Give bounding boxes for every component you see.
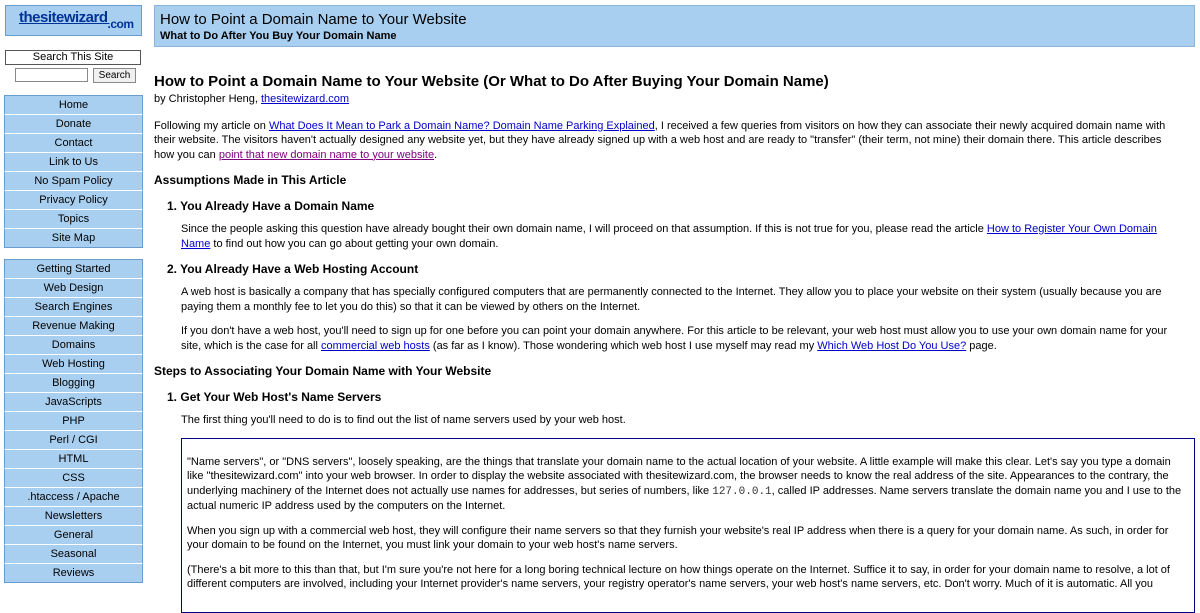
nav-item-blogging[interactable]: Blogging bbox=[4, 374, 143, 393]
assumption-2-text-3: page. bbox=[966, 339, 997, 352]
nav-item-web-hosting[interactable]: Web Hosting bbox=[4, 355, 143, 374]
nav-item-newsletters[interactable]: Newsletters bbox=[4, 507, 143, 526]
header-subtitle: What to Do After You Buy Your Domain Name bbox=[160, 30, 397, 42]
parking-article-link[interactable]: What Does It Mean to Park a Domain Name? Domain Name Parking Explained bbox=[268, 119, 655, 132]
nav-item-general[interactable]: General bbox=[4, 526, 143, 545]
assumption-2-paragraph-2 bbox=[181, 324, 1184, 353]
box-paragraph-3: (There's a bit more to this than that, but I'm sure you're not here for a long boring technical lecture on how things operate on the Internet. Suffice it to say, in order for your domain name to resolve, a lot of different computers are involved, including your Internet provider's name servers, your registry operator's name servers, your web host's name servers, etc. Don't worry. Much of it is automatic. All you bbox=[187, 563, 1170, 590]
assumption-2-paragraph-1: A web host is basically a company that has specially configured computers that are permanently connected to the Internet. They allow you to place your website on their system (usually because you are paying them a monthly fee to let you do this) so that it can be viewed by others on the Internet. bbox=[181, 286, 1162, 313]
nav-item-topics[interactable]: Topics bbox=[4, 210, 143, 229]
which-web-host-link[interactable]: Which Web Host Do You Use? bbox=[817, 339, 967, 352]
nav-item-link-to-us[interactable]: Link to Us bbox=[4, 153, 143, 172]
step-1-title: Get Your Web Host's Name Servers bbox=[180, 390, 382, 404]
assumption-2-body bbox=[181, 285, 1184, 353]
intro-text-1: Following my article on bbox=[154, 119, 269, 132]
search-input[interactable] bbox=[15, 68, 88, 82]
assumption-1-paragraph bbox=[181, 222, 1184, 251]
article-title: How to Point a Domain Name to Your Website (Or What to Do After Buying Your Domain Name) bbox=[154, 73, 829, 90]
box-paragraph-2: When you sign up with a commercial web host, they will configure their name servers so that they furnish your website's real IP address when there is a query for your domain name. As such, in order for your domain to be found on the Internet, you must link your domain to your web host's name servers. bbox=[187, 524, 1169, 551]
nav-item-javascripts[interactable]: JavaScripts bbox=[4, 393, 143, 412]
byline bbox=[154, 92, 1184, 107]
search-box bbox=[5, 50, 141, 84]
assumption-1-heading bbox=[167, 198, 1184, 214]
nav-item-donate[interactable]: Donate bbox=[4, 115, 143, 134]
assumption-1-text-1: Since the people asking this question have already bought their own domain name, I will proceed on that assumption. If this is not true for you, please read the article bbox=[181, 223, 987, 235]
assumption-1-body bbox=[181, 222, 1184, 251]
box-text-2: , called IP addresses. Name servers translate the domain name you and I use to the actual numeric IP address used by the computers on the Internet. bbox=[187, 484, 1182, 512]
nav-item-getting-started[interactable]: Getting Started bbox=[4, 260, 143, 279]
nav-item-css[interactable]: CSS bbox=[4, 469, 143, 488]
sidebar bbox=[0, 0, 147, 583]
nav-item-web-design[interactable]: Web Design bbox=[4, 279, 143, 298]
assumption-1-title: You Already Have a Domain Name bbox=[180, 199, 375, 213]
nav-item-htaccess-apache[interactable]: .htaccess / Apache bbox=[4, 488, 143, 507]
site-logo[interactable]: thesitewizard$_{.com}$ bbox=[19, 9, 134, 31]
nav-item-contact[interactable]: Contact bbox=[4, 134, 143, 153]
step-1-heading bbox=[167, 389, 1184, 405]
nav-item-privacy-policy[interactable]: Privacy Policy bbox=[4, 191, 143, 210]
nav-item-site-map[interactable]: Site Map bbox=[4, 229, 143, 248]
assumption-2-number: 2. bbox=[167, 262, 178, 276]
box-paragraph-1 bbox=[187, 455, 1182, 514]
ip-example-code: 127.0.0.1 bbox=[712, 485, 772, 498]
nav-item-seasonal[interactable]: Seasonal bbox=[4, 545, 143, 564]
search-title: Search This Site bbox=[5, 50, 141, 65]
primary-nav bbox=[4, 95, 143, 248]
box-text-1: "Name servers", or "DNS servers", loosely speaking, are the things that translate your domain name to the actual location of your website. A little example will make this clear. Let's say you type a domain like "thesitewizard.com" into your web browser. In order to display the website associated with thesitewizard.com, the browser needs to know the real address of the site. Appearances to the contrary, the underlying machinery of the Internet does not actually use names for addresses, but series of numbers, like bbox=[187, 455, 1171, 497]
assumption-2-text-2: (as far as I know). Those wondering which web host I use myself may read my bbox=[429, 339, 818, 352]
intro-text-3: . bbox=[434, 148, 438, 161]
page-header bbox=[154, 5, 1195, 47]
name-servers-explanation-box bbox=[181, 438, 1195, 613]
article bbox=[154, 72, 1184, 613]
nav-item-no-spam-policy[interactable]: No Spam Policy bbox=[4, 172, 143, 191]
commercial-web-hosts-link[interactable]: commercial web hosts bbox=[321, 339, 430, 352]
header-title: How to Point a Domain Name to Your Website bbox=[160, 11, 467, 28]
nav-item-reviews[interactable]: Reviews bbox=[4, 564, 143, 583]
intro-text-2: , I received a few queries from visitors on how they can associate their newly acquired domain name with their website. The visitors haven't actually designed any website yet, but they have already signed up with a web host and are ready to "transfer" (their term, not mine) their domain there. This article describes how you can bbox=[154, 119, 1166, 161]
assumption-1-text-2: to find out how you can go about getting your own domain. bbox=[210, 237, 499, 250]
assumption-2-heading bbox=[167, 261, 1184, 277]
intro-paragraph bbox=[154, 119, 1184, 163]
byline-author: by Christopher Heng, bbox=[154, 93, 261, 105]
assumption-1-number: 1. bbox=[167, 199, 178, 213]
assumption-2-title: You Already Have a Web Hosting Account bbox=[180, 262, 419, 276]
nav-item-php[interactable]: PHP bbox=[4, 412, 143, 431]
step-1-body bbox=[181, 413, 1184, 428]
nav-item-search-engines[interactable]: Search Engines bbox=[4, 298, 143, 317]
nav-item-domains[interactable]: Domains bbox=[4, 336, 143, 355]
point-domain-link[interactable]: point that new domain name to your website bbox=[218, 148, 435, 161]
nav-item-perl-cgi[interactable]: Perl / CGI bbox=[4, 431, 143, 450]
assumption-2-text-1: If you don't have a web host, you'll need to sign up for one before you can point your domain anywhere. For this article to be relevant, your web host must allow you to use your own domain name for your site, which is the case for all bbox=[181, 325, 1168, 352]
topics-nav bbox=[4, 259, 143, 583]
steps-heading: Steps to Associating Your Domain Name with Your Website bbox=[154, 364, 492, 378]
register-domain-link[interactable]: How to Register Your Own Domain Name bbox=[181, 223, 1157, 250]
nav-item-home[interactable]: Home bbox=[4, 96, 143, 115]
search-button[interactable]: Search bbox=[93, 68, 136, 83]
logo-box bbox=[5, 5, 142, 36]
nav-item-revenue-making[interactable]: Revenue Making bbox=[4, 317, 143, 336]
step-1-paragraph: The first thing you'll need to do is to find out the list of name servers used by your web host. bbox=[181, 414, 626, 426]
nav-item-html[interactable]: HTML bbox=[4, 450, 143, 469]
byline-link[interactable]: thesitewizard.com bbox=[261, 93, 350, 105]
step-1-number: 1. bbox=[167, 390, 178, 404]
assumptions-heading: Assumptions Made in This Article bbox=[154, 173, 347, 187]
